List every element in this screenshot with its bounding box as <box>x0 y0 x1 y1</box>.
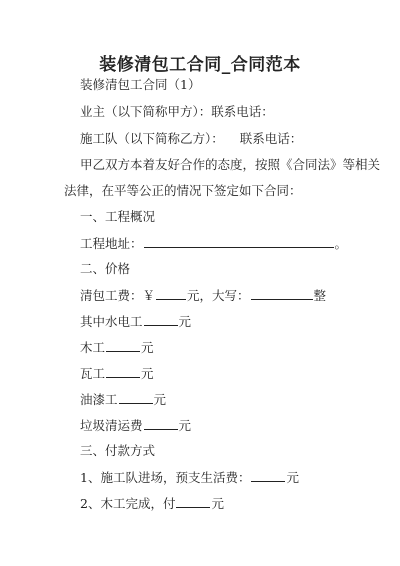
contract-subtitle: 装修清包工合同（1） <box>80 77 201 92</box>
fee-unit: 元，大写： <box>187 288 250 303</box>
item-label: 木工 <box>80 340 106 355</box>
price-item-electrical <box>80 313 191 330</box>
payment-label: 2、木工完成，付 <box>80 496 176 511</box>
section-heading-overview: 一、工程概况 <box>80 209 156 224</box>
item-blank <box>106 339 140 352</box>
payment-item-1 <box>80 469 299 486</box>
address-end: 。 <box>334 236 348 251</box>
document-title: 装修清包工合同_合同范本 <box>99 55 301 75</box>
item-unit: 元 <box>178 314 192 329</box>
fee-words-blank <box>251 287 313 300</box>
fee-label: 清包工费：￥ <box>80 288 156 303</box>
section-heading-price: 二、价格 <box>80 261 131 276</box>
item-label: 油漆工 <box>80 392 118 407</box>
item-unit: 元 <box>141 340 154 355</box>
item-label: 瓦工 <box>80 366 106 381</box>
item-unit: 元 <box>141 366 154 381</box>
team-label: 施工队（以下简称乙方）： <box>80 131 224 146</box>
payment-unit: 元 <box>286 470 299 485</box>
owner-line: 业主（以下简称甲方）：联系电话： <box>80 104 274 119</box>
payment-label: 1、施工队进场，预支生活费： <box>80 470 251 485</box>
item-label: 垃圾清运费 <box>80 418 143 433</box>
team-phone-label: 联系电话： <box>239 131 303 146</box>
price-item-waste-removal <box>80 417 191 434</box>
intro-paragraph-line-1: 甲乙双方本着友好合作的态度，按照《合同法》等相关 <box>80 157 381 172</box>
payment-blank <box>176 495 210 508</box>
address-line <box>80 235 347 252</box>
item-unit: 元 <box>178 418 192 433</box>
item-label: 其中水电工 <box>80 314 143 329</box>
price-item-painting <box>80 391 166 408</box>
item-unit: 元 <box>153 392 167 407</box>
intro-paragraph-line-2: 法律，在平等公正的情况下签定如下合同： <box>64 183 302 198</box>
fee-amount-blank <box>156 287 186 300</box>
payment-unit: 元 <box>211 496 224 511</box>
address-label: 工程地址： <box>80 236 143 251</box>
address-blank <box>144 235 334 248</box>
item-blank <box>106 365 140 378</box>
payment-blank <box>251 469 285 482</box>
fee-line <box>80 287 326 304</box>
fee-end: 整 <box>313 288 327 303</box>
price-item-carpentry <box>80 339 154 356</box>
item-blank <box>144 313 178 326</box>
item-blank <box>119 391 153 404</box>
price-item-tiling <box>80 365 154 382</box>
section-heading-payment: 三、付款方式 <box>80 443 156 458</box>
payment-item-2 <box>80 495 224 512</box>
item-blank <box>144 417 178 430</box>
team-line <box>80 131 302 147</box>
